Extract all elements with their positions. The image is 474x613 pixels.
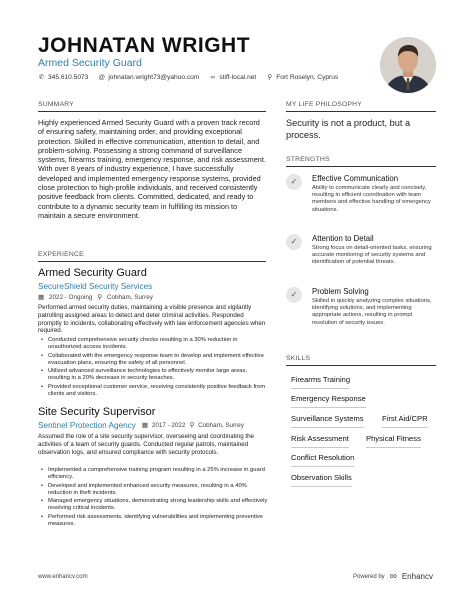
check-icon: ✓: [286, 234, 302, 250]
strength-title: Effective Communication: [312, 174, 399, 183]
job-meta-1: [38, 294, 153, 301]
strength-item: [286, 234, 438, 280]
skill-chip: Risk Assessment: [291, 434, 349, 448]
job-description-1: Performed armed security duties, maintaining a visible presence and vigilantly patrolling assigned areas to detect and deter criminal activities. Responded promptly to incidents, collaborating effectively with law enforcement agencies when required.: [38, 304, 266, 335]
summary-heading: SUMMARY: [38, 101, 75, 108]
job-bullets-2: [40, 467, 268, 529]
enhancv-logo-icon: ∞: [389, 571, 397, 582]
list-item: • Collaborated with the emergency response team to develop and implement effective evacuation plans, ensuring the safety of all personnel.: [40, 353, 268, 367]
list-item: • Utilized advanced surveillance technologies to effectively monitor large areas, resulting in a 20% decrease in security breaches.: [40, 368, 268, 382]
contact-location: [266, 73, 338, 81]
contact-location-text: Fort Roselyn, Cyprus: [276, 73, 339, 81]
job-company-1: SecureShield Security Services: [38, 282, 153, 291]
footer-branding: [353, 571, 433, 582]
contact-row: [38, 73, 338, 81]
enhancv-brand: Enhancv: [401, 572, 433, 581]
contact-website[interactable]: [209, 73, 256, 81]
skill-chip: First Aid/CPR: [382, 414, 428, 428]
skill-chip: Observation Skills: [291, 473, 352, 487]
skills-divider: [286, 365, 436, 366]
skill-chip: Surveillance Systems: [291, 414, 364, 428]
job-bullets-1: [40, 337, 268, 399]
calendar-icon: ▦: [38, 294, 44, 301]
list-item: • Managed emergency situations, demonstrating strong leadership skills and effectively resolving critical incidents.: [40, 498, 268, 512]
candidate-name: JOHNATAN WRIGHT: [38, 34, 251, 57]
strength-description: Ability to communicate clearly and concisely, resulting in efficient coordination with team members and effective handling of emergency situations.: [312, 185, 431, 213]
skills-heading: SKILLS: [286, 355, 311, 362]
job-title-2: Site Security Supervisor: [38, 406, 156, 418]
summary-divider: [38, 111, 266, 112]
job-location-2: Cobham, Surrey: [198, 422, 244, 429]
check-icon: ✓: [286, 287, 302, 303]
strength-title: Attention to Detail: [312, 234, 374, 243]
job-meta-2: [142, 422, 244, 429]
location-icon: ⚲: [97, 294, 102, 301]
philosophy-text: Security is not a product, but a process.: [286, 118, 411, 140]
strength-description: Strong focus on detail-oriented tasks, ensuring accurate monitoring of security systems and identification of potential threats.: [312, 245, 432, 266]
experience-divider: [38, 261, 266, 262]
contact-email[interactable]: [98, 73, 199, 81]
phone-icon: ✆: [38, 74, 45, 81]
contact-phone[interactable]: [38, 73, 88, 81]
job-title-1: Armed Security Guard: [38, 267, 147, 279]
strength-title: Problem Solving: [312, 287, 369, 296]
skill-chip: Conflict Resolution: [291, 453, 354, 467]
location-icon: ⚲: [267, 74, 273, 81]
contact-email-text: johnatan.wright73@yahoo.com: [108, 73, 200, 81]
job-description-2: Assumed the role of a site security supervisor, overseeing and coordinating the activities of a team of security guards. Conducted regular patrols, maintained observation logs, and ensured compliance with security protocols.: [38, 433, 254, 456]
job-location-1: Cobham, Surrey: [107, 294, 153, 301]
list-item: • Implemented a comprehensive training program resulting in a 25% increase in guard efficiency.: [40, 467, 268, 481]
powered-by-label: Powered by: [353, 573, 385, 580]
calendar-icon: ▦: [141, 422, 148, 429]
experience-heading: EXPERIENCE: [38, 251, 84, 258]
strength-item: [286, 174, 438, 226]
job-dates-2: 2017 - 2022: [151, 422, 186, 429]
location-icon: ⚲: [189, 422, 195, 429]
job-company-2: Sentinel Protection Agency: [38, 421, 136, 430]
list-item: • Provided exceptional customer service, receiving consistently positive feedback from clients and visitors.: [40, 384, 268, 398]
philosophy-heading: MY LIFE PHILOSOPHY: [286, 101, 362, 108]
strengths-divider: [286, 166, 436, 167]
candidate-title: Armed Security Guard: [38, 57, 142, 69]
contact-phone-text: 345.610.5073: [48, 73, 89, 81]
list-item: • Conducted comprehensive security checks resulting in a 30% reduction in unauthorized access incidents.: [40, 337, 268, 351]
link-icon: ∞: [210, 73, 216, 81]
strength-description: Skilled in quickly analyzing complex situations, identifying solutions, and implementing appropriate actions, resulting in prompt resolution of security issues.: [312, 298, 432, 326]
strength-item: [286, 287, 438, 339]
profile-photo: [380, 37, 436, 93]
list-item: • Developed and implemented enhanced security measures, resulting in a 40% reduction in theft incidents.: [40, 483, 268, 497]
check-icon: ✓: [286, 174, 302, 190]
job-company-row-2: [38, 421, 244, 430]
skill-chip: Firearms Training: [291, 375, 350, 389]
philosophy-divider: [286, 111, 436, 112]
contact-website-text: stiff-local.net: [219, 73, 257, 81]
skill-chip: Emergency Response: [291, 394, 366, 408]
list-item: • Performed risk assessments, identifying vulnerabilities and implementing preventive measures.: [40, 514, 268, 528]
job-dates-1: 2022 - Ongoing: [48, 294, 93, 301]
strengths-heading: STRENGTHS: [286, 156, 330, 163]
skill-chip: Physical Fitness: [366, 434, 421, 448]
summary-text: Highly experienced Armed Security Guard with a proven track record of ensuring safety, maintaining order, and providing exceptional protection. Skilled in effective communication, attention to detail, and problem-solving. Possessing a strong command of surveillance systems, firearms training, emergency response, and risk assessment. With over 8 years of industry experience, I have successfully developed and implemented emergency response systems, provided close protection to high-profile individuals, and received consistently positive feedback from clients. Committed, dedicated, and ready to contribute to a dynamic security team in fulfilling its mission to maintain a secure environment.: [38, 118, 266, 220]
footer-website[interactable]: www.enhancv.com: [38, 574, 88, 580]
at-icon: @: [98, 73, 106, 81]
